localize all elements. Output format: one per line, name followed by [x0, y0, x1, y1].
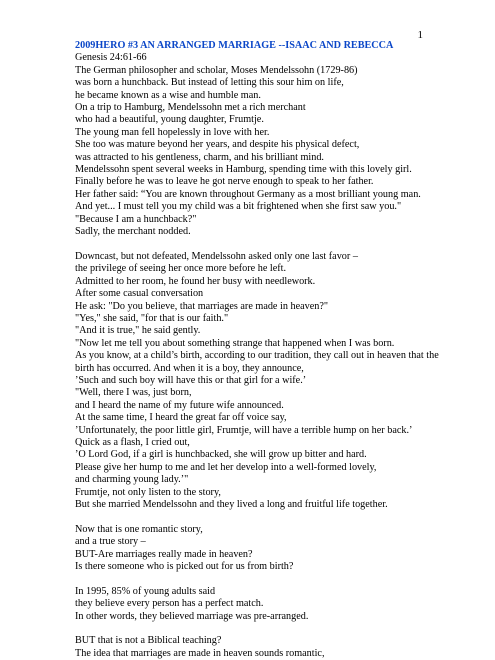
text-line: "And it is true," he said gently.: [75, 325, 201, 337]
text-line: ’O Lord God, if a girl is hunchbacked, she will grow up bitter and hard.: [75, 449, 367, 461]
text-line: and I heard the name of my future wife announced.: [75, 399, 284, 411]
text-line: BUT-Are marriages really made in heaven?: [75, 548, 253, 560]
paragraph: [75, 586, 490, 623]
text-line: At the same time, I heard the great far off voice say,: [75, 412, 287, 424]
text-line: Admitted to her room, he found her busy with needlework.: [75, 275, 316, 287]
text-line: In 1995, 85% of young adults said: [75, 585, 216, 597]
text-line: he became known as a wise and humble man.: [75, 89, 261, 101]
text-line: "Now let me tell you about something strange that happened when I was born.: [75, 337, 395, 349]
text-line: ’Unfortunately, the poor little girl, Frumtje, will have a terrible hump on her back.’: [75, 424, 413, 436]
text-line: Downcast, but not defeated, Mendelssohn asked only one last favor –: [75, 250, 358, 262]
paragraph: [75, 524, 490, 574]
text-line: "Yes," she said, "for that is our faith.": [75, 312, 229, 324]
text-line: After some casual conversation: [75, 288, 204, 300]
text-line: was attracted to his gentleness, charm, and his brilliant mind.: [75, 151, 324, 163]
text-line: BUT that is not a Biblical teaching?: [75, 635, 222, 647]
text-line: And yet... I must tell you my child was a bit frightened when she first saw you.": [75, 201, 402, 213]
text-line: The idea that marriages are made in heaven sounds romantic,: [75, 647, 325, 659]
page-number: 1: [417, 29, 423, 41]
text-line: ’Such and such boy will have this or that girl for a wife.’: [75, 374, 307, 386]
text-line: Is there someone who is picked out for us from birth?: [75, 561, 294, 573]
document-body: [75, 40, 490, 660]
text-line: Frumtje, not only listen to the story,: [75, 486, 221, 498]
text-line: Her father said: “You are known throughout Germany as a most brilliant young man.: [75, 188, 421, 200]
text-line: and charming young lady.’": [75, 474, 189, 486]
text-line: As you know, at a child’s birth, according to our tradition, they call out in heaven that the: [75, 350, 439, 362]
text-line: Mendelssohn spent several weeks in Hamburg, spending time with this lovely girl.: [75, 164, 412, 176]
text-line: On a trip to Hamburg, Mendelssohn met a rich merchant: [75, 102, 306, 114]
text-line: Now that is one romantic story,: [75, 523, 203, 535]
text-line: In other words, they believed marriage was pre-arranged.: [75, 610, 309, 622]
text-line: She too was mature beyond her years, and despite his physical defect,: [75, 139, 360, 151]
text-line: Finally before he was to leave he got nerve enough to speak to her father.: [75, 176, 374, 188]
document-title: 2009HERO #3 AN ARRANGED MARRIAGE --ISAAC AND REBECCA: [75, 40, 394, 51]
text-line: was born a hunchback. But instead of letting this sour him on life,: [75, 77, 344, 89]
text-line: who had a beautiful, young daughter, Frumtje.: [75, 114, 264, 126]
paragraph: [75, 251, 490, 512]
paragraph-container: [75, 65, 490, 660]
text-line: the privilege of seeing her once more before he left.: [75, 263, 287, 275]
paragraph: [75, 635, 490, 660]
text-line: they believe every person has a perfect match.: [75, 598, 264, 610]
text-line: Quick as a flash, I cried out,: [75, 436, 190, 448]
scripture-reference: Genesis 24:61-66: [75, 52, 147, 64]
text-line: The German philosopher and scholar, Moses Mendelssohn (1729-86): [75, 64, 358, 76]
text-line: He ask: "Do you believe, that marriages are made in heaven?": [75, 300, 328, 312]
text-line: and a true story –: [75, 536, 146, 548]
text-line: The young man fell hopelessly in love with her.: [75, 126, 270, 138]
paragraph: [75, 65, 490, 239]
text-line: Sadly, the merchant nodded.: [75, 226, 191, 238]
text-line: Please give her hump to me and let her develop into a well-formed lovely,: [75, 461, 377, 473]
text-line: "Because I am a hunchback?": [75, 213, 197, 225]
text-line: But she married Mendelssohn and they lived a long and fruitful life together.: [75, 499, 388, 511]
text-line: birth has occurred. And when it is a boy, they announce,: [75, 362, 304, 374]
text-line: "Well, there I was, just born,: [75, 387, 192, 399]
